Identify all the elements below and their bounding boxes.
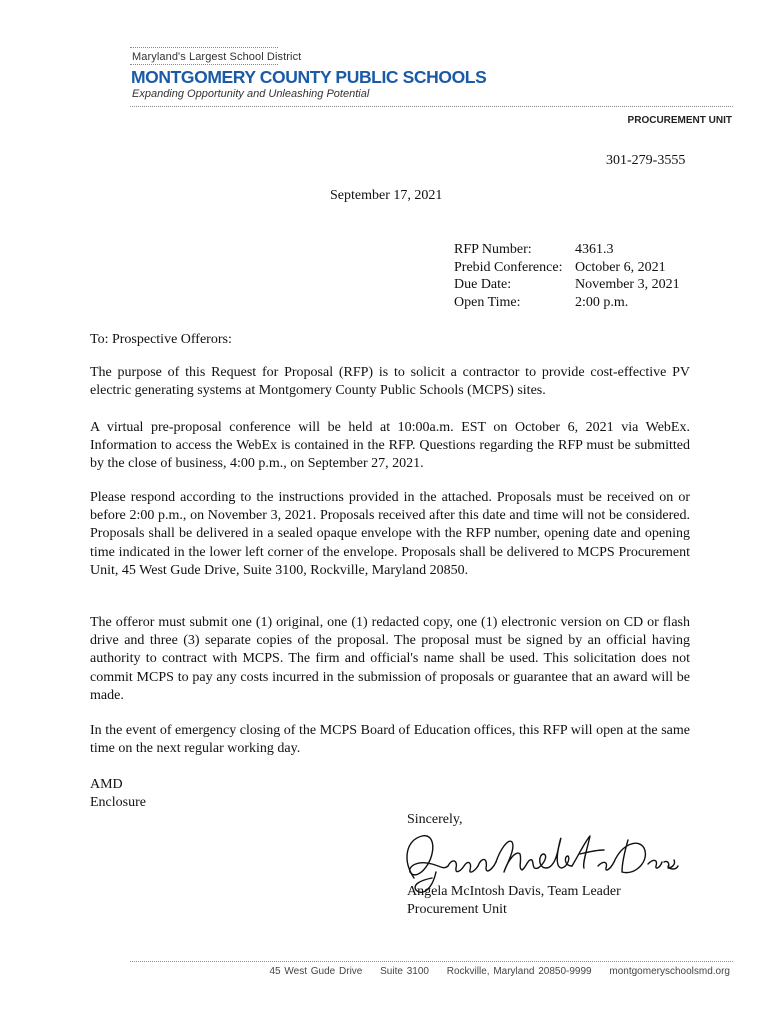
rfp-label: RFP Number:: [454, 242, 532, 257]
rfp-info-block: [454, 241, 680, 311]
rfp-label: Open Time:: [454, 294, 521, 310]
initials-block: [90, 776, 146, 812]
letter-date: September 17, 2021: [330, 188, 443, 203]
rfp-value: October 6, 2021: [575, 259, 666, 275]
rfp-row: [454, 259, 680, 277]
signer-block: [407, 883, 621, 919]
paragraph-emergency: In the event of emergency closing of the MCPS Board of Education offices, this RFP will open at the same time on the next regular working day.: [90, 723, 690, 757]
typist-initials: AMD: [90, 777, 123, 792]
district-name: MONTGOMERY COUNTY PUBLIC SCHOOLS: [131, 67, 487, 87]
district-motto: Expanding Opportunity and Unleashing Potential: [132, 88, 370, 100]
footer-city: Rockville, Maryland 20850-9999: [446, 966, 592, 977]
paragraph-submission: The offeror must submit one (1) original, one (1) redacted copy, one (1) electronic version on CD or flash drive and three (3) separate copies of the proposal. The proposal must be signed by an official having authority to contract with MCPS. The firm and official's name shall be used. This solicitation does not commit MCPS to pay any costs incurred in the submission of proposals or guarantee that an award will be made.: [90, 615, 690, 703]
letterhead-tagline: Maryland's Largest School District: [132, 51, 302, 63]
letterhead-divider: [130, 106, 733, 107]
phone-number: 301-279-3555: [606, 153, 686, 168]
rfp-value: 4361.3: [575, 242, 614, 257]
salutation: To: Prospective Offerors:: [90, 332, 232, 347]
footer-address: 45 West Gude Drive: [269, 966, 363, 977]
paragraph-conference: A virtual pre-proposal conference will be held at 10:00a.m. EST on October 6, 2021 via WebEx. Information to access the WebEx is contained in the RFP. Questions regarding the RFP must be submitted by the close of business, 4:00 p.m., on September 27, 2021.: [90, 420, 690, 472]
rfp-row: [454, 276, 680, 294]
rfp-row: [454, 241, 680, 259]
footer-website: montgomeryschoolsmd.org: [609, 966, 730, 977]
letterhead-top-rule: [130, 47, 278, 48]
footer: [0, 966, 730, 977]
rfp-value: November 3, 2021: [575, 277, 680, 292]
unit-name: PROCUREMENT UNIT: [627, 115, 732, 126]
letterhead-tagline-rule: [130, 64, 278, 65]
signer-unit: Procurement Unit: [407, 902, 507, 917]
enclosure-note: Enclosure: [90, 795, 146, 810]
rfp-label: Prebid Conference:: [454, 259, 563, 275]
rfp-label: Due Date:: [454, 277, 512, 292]
paragraph-purpose: The purpose of this Request for Proposal (RFP) is to solicit a contractor to provide cost-effective PV electric generating systems at Montgomery County Public Schools (MCPS) sites.: [90, 365, 690, 399]
closing: Sincerely,: [407, 812, 463, 827]
rfp-value: 2:00 p.m.: [575, 294, 629, 310]
rfp-row: [454, 294, 680, 312]
footer-rule: [130, 961, 733, 962]
paragraph-instructions: Please respond according to the instructions provided in the attached. Proposals must be received on or before 2:00 p.m., on November 3, 2021. Proposals received after this date and time will not be considered. Proposals shall be delivered in a sealed opaque envelope with the RFP number, opening date and opening time indicated in the lower left corner of the envelope. Proposals shall be delivered to MCPS Procurement Unit, 45 West Gude Drive, Suite 3100, Rockville, Maryland 20850.: [90, 490, 690, 578]
footer-suite: Suite 3100: [380, 966, 429, 977]
signer-name: Angela McIntosh Davis, Team Leader: [407, 884, 621, 899]
